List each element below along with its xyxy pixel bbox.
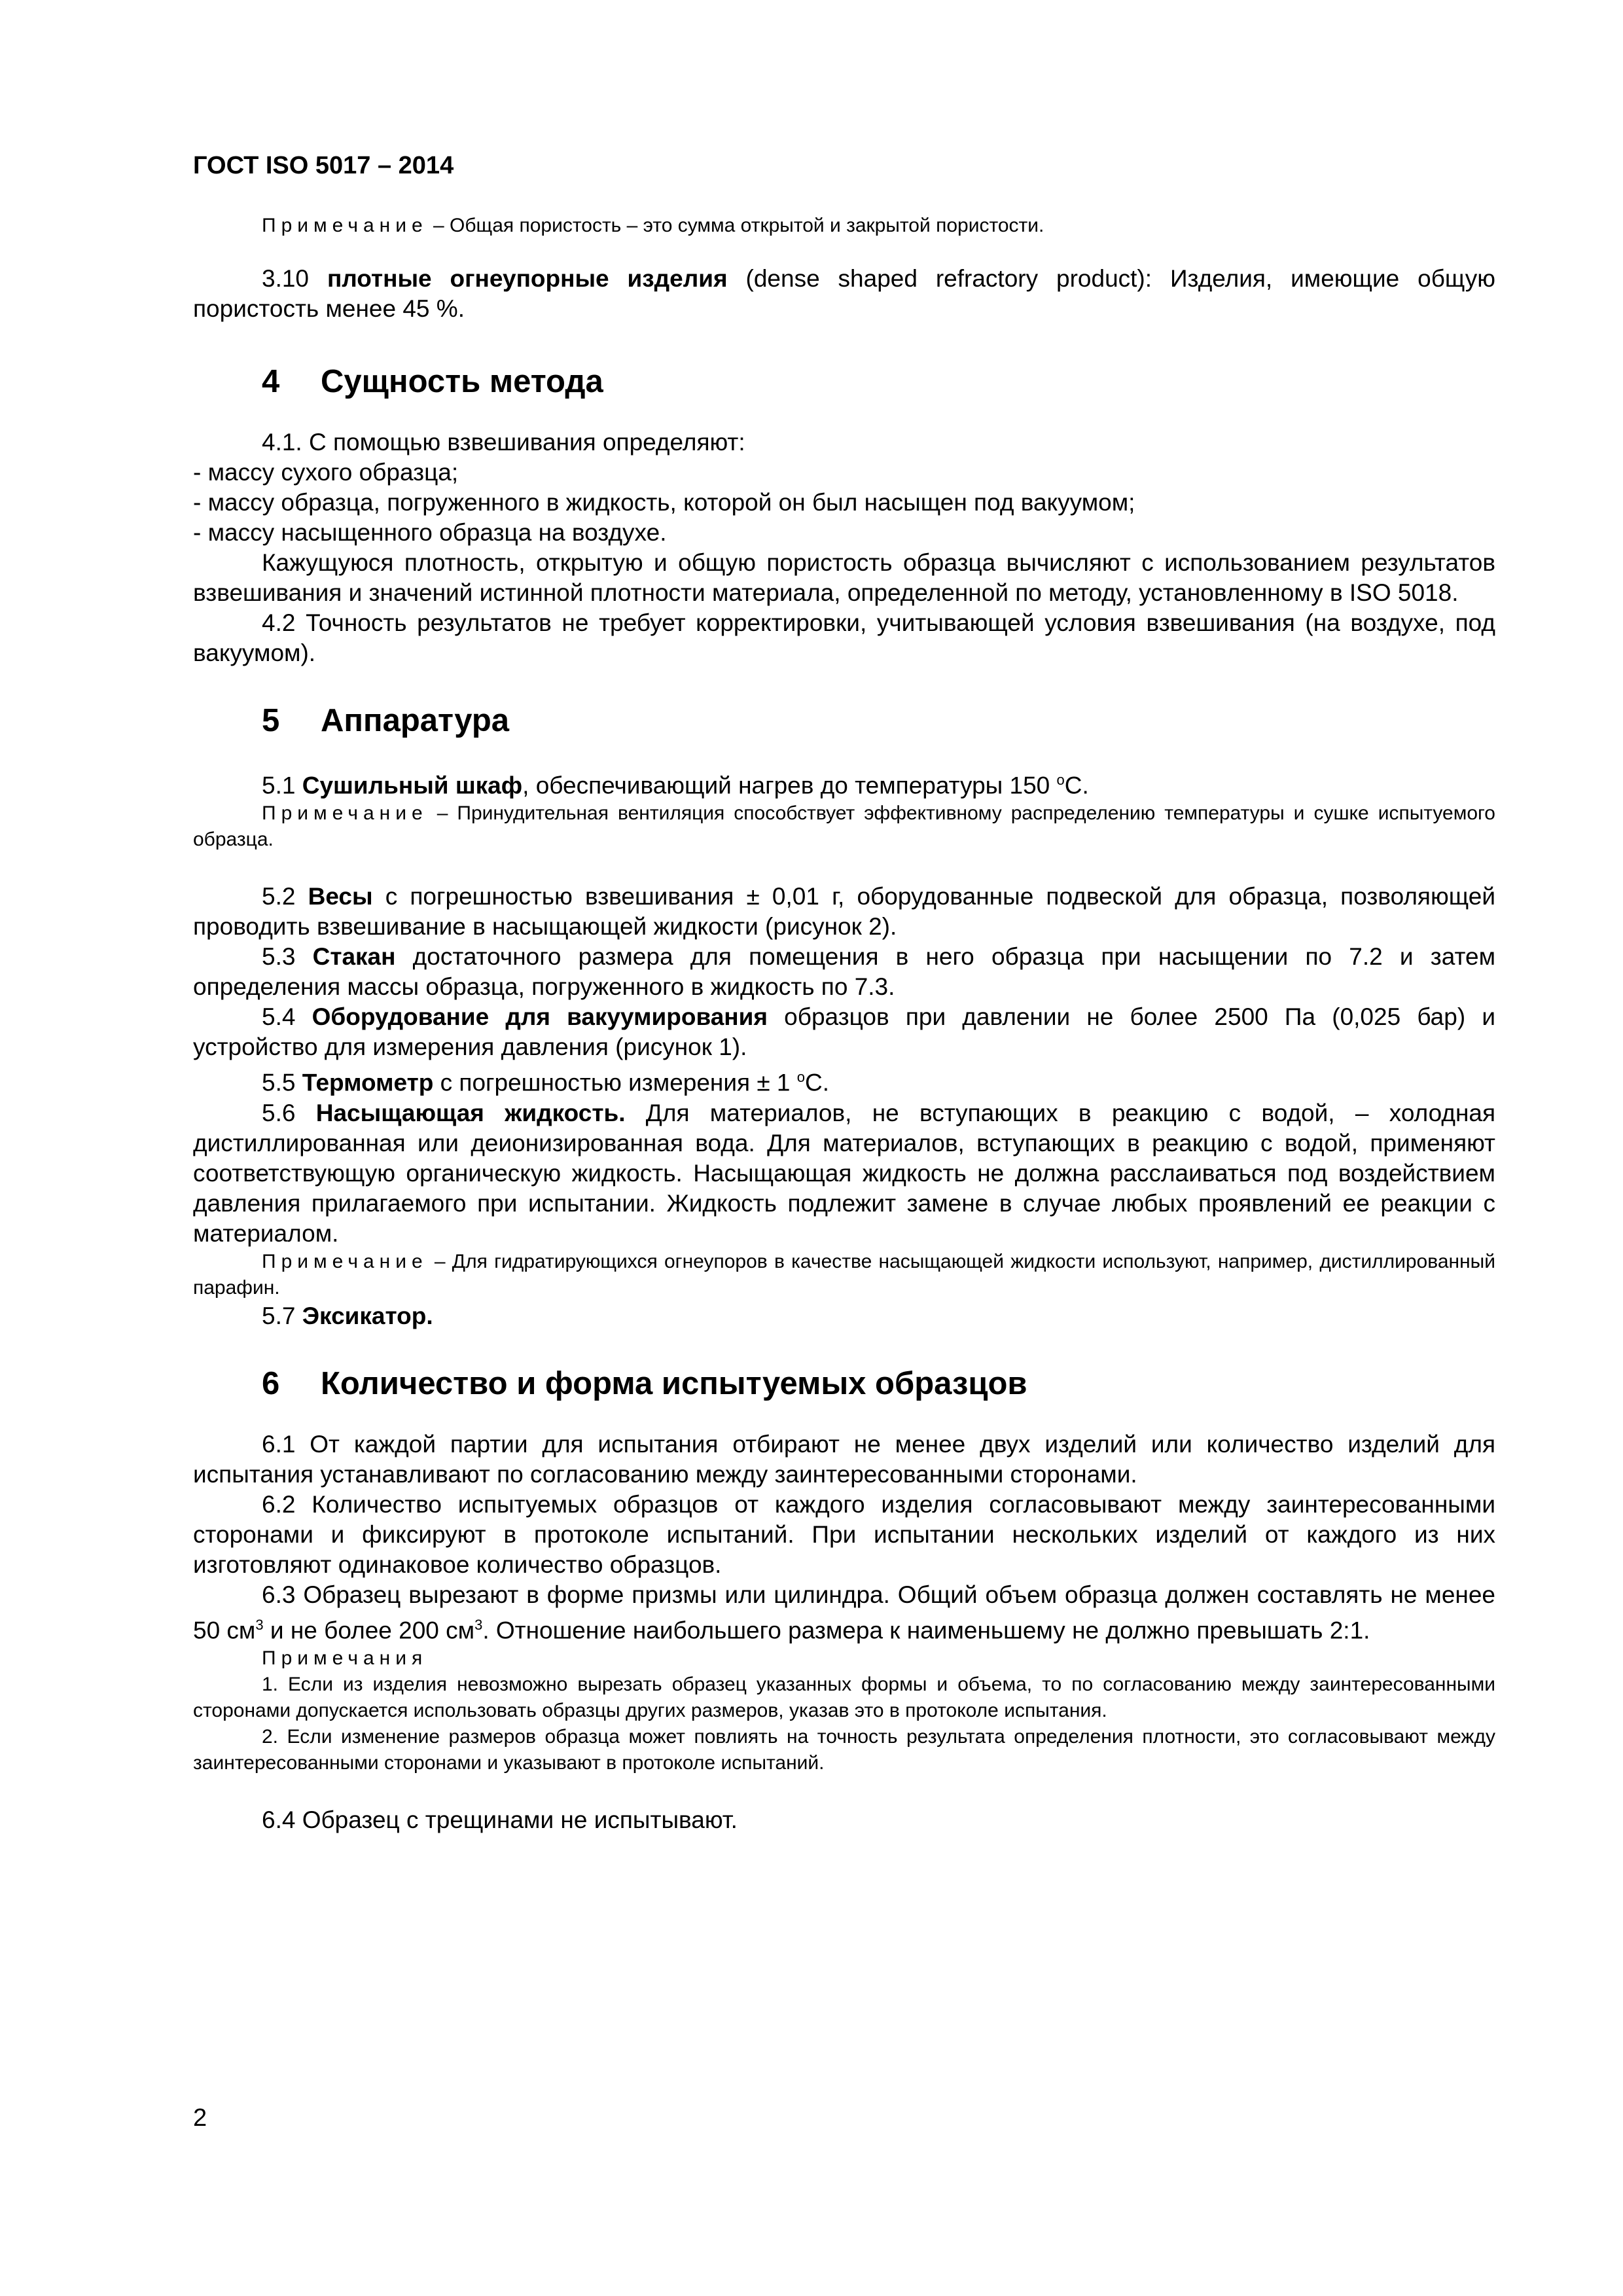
clause-5-3: 5.3 Стакан достаточного размера для помещения в него образца при насыщении по 7.2 и затем определения массы образца, погруженного в жидкость по 7.3. (193, 943, 1496, 1001)
method-paragraph: Кажущуюся плотность, открытую и общую пористость образца вычисляют с использованием результатов взвешивания и значений истинной плотности материала, определенной по методу, установленному в ISO 5018. (193, 549, 1495, 606)
list-item: - массу насыщенного образца на воздухе. (193, 519, 667, 546)
note-5-6: Примечание – Для гидратирующихся огнеупоров в качестве насыщающей жидкости используют, например, дистиллированный парафин. (193, 1250, 1495, 1299)
clause-6-2: 6.2 Количество испытуемых образцов от каждого изделия согласовывают между заинтересованными сторонами и фиксируют в протоколе испытаний. При испытании нескольких изделий от каждого из них изготовляют одинаковое количество образцов. (193, 1490, 1495, 1578)
clause-5-1: 5.1 Сушильный шкаф, обеспечивающий нагрев до температуры 150 $^o$С. (262, 772, 1089, 799)
clause-5-7: 5.7 Эксикатор. (262, 1302, 433, 1329)
notes-label: Примечания (262, 1647, 428, 1669)
clause-3-10: 3.10 плотные огнеупорные изделия (dense shaped refractory product): Изделия, имеющие общую пористость менее 45 %. (193, 265, 1496, 322)
clause-5-2: 5.2 Весы с погрешностью взвешивания ± 0,01 г, оборудованные подвеской для образца, позволяющей проводить взвешивание в насыщающей жидкости (рисунок 2). (193, 883, 1495, 941)
clause-6-3: 6.3 Образец вырезают в форме призмы или цилиндра. Общий объем образца должен составлять не менее 50 $см^3$ и не более 200 $см^3$. Отношение наибольшего размера к наименьшему не должно превышать 2:1. (193, 1581, 1495, 1643)
list-item: - массу сухого образца; (193, 459, 459, 486)
note-6-3-2: 2. Если изменение размеров образца может повлиять на точность результата определения плотности, это согласовывают между заинтересованными сторонами и указывают в протоколе испытаний. (193, 1725, 1495, 1774)
list-item: - массу образца, погруженного в жидкость, которой он был насыщен под вакуумом; (193, 489, 1135, 516)
section-5-heading: 5 Аппаратура (262, 703, 510, 738)
clause-5-6: 5.6 Насыщающая жидкость. Для материалов, не вступающих в реакцию с водой, – холодная дистиллированная или деионизированная вода. Для материалов, вступающих в реакцию с водой, применяют соответствующую органическую жидкость. Насыщающая жидкость не должна расслаиваться под воздействием давления прилагаемого при испытании. Жидкость подлежит замене в случае любых проявлений ее реакции с материалом. (193, 1099, 1495, 1247)
note-porosity: Примечание – Общая пористость – это сумма открытой и закрытой пористости. (262, 215, 1044, 236)
page-number: 2 (193, 2104, 207, 2132)
note-label: Примечание (262, 215, 428, 236)
note-5-1: Примечание – Принудительная вентиляция способствует эффективному распределению температуры и сушке испытуемого образца. (193, 802, 1495, 851)
clause-5-5: 5.5 Термометр с погрешностью измерения ± 1 $^o$С. (262, 1069, 830, 1096)
term-dense-refractory: плотные огнеупорные изделия (327, 265, 728, 292)
section-6-heading: 6 Количество и форма испытуемых образцов (262, 1365, 1027, 1401)
clause-6-4: 6.4 Образец с трещинами не испытывают. (262, 1806, 738, 1833)
section-4-heading: 4 Сущность метода (262, 364, 603, 399)
document-header: ГОСТ ISO 5017 – 2014 (193, 152, 454, 179)
clause-4-2: 4.2 Точность результатов не требует корректировки, учитывающей условия взвешивания (на воздухе, под вакуумом). (193, 609, 1495, 666)
clause-6-1: 6.1 От каждой партии для испытания отбирают не менее двух изделий или количество изделий для испытания устанавливают по согласованию между заинтересованными сторонами. (193, 1430, 1495, 1488)
clause-4-1: 4.1. С помощью взвешивания определяют: (262, 429, 745, 456)
document-body (193, 213, 1495, 1835)
clause-5-4: 5.4 Оборудование для вакуумирования образцов при давлении не более 2500 Па (0,025 бар) и устройство для измерения давления (рисунок 1). (193, 1003, 1495, 1061)
note-6-3-1: 1. Если из изделия невозможно вырезать образец указанных формы и объема, то по согласованию между заинтересованными сторонами допускается использовать образцы других размеров, указав это в протоколе испытания. (193, 1673, 1495, 1721)
